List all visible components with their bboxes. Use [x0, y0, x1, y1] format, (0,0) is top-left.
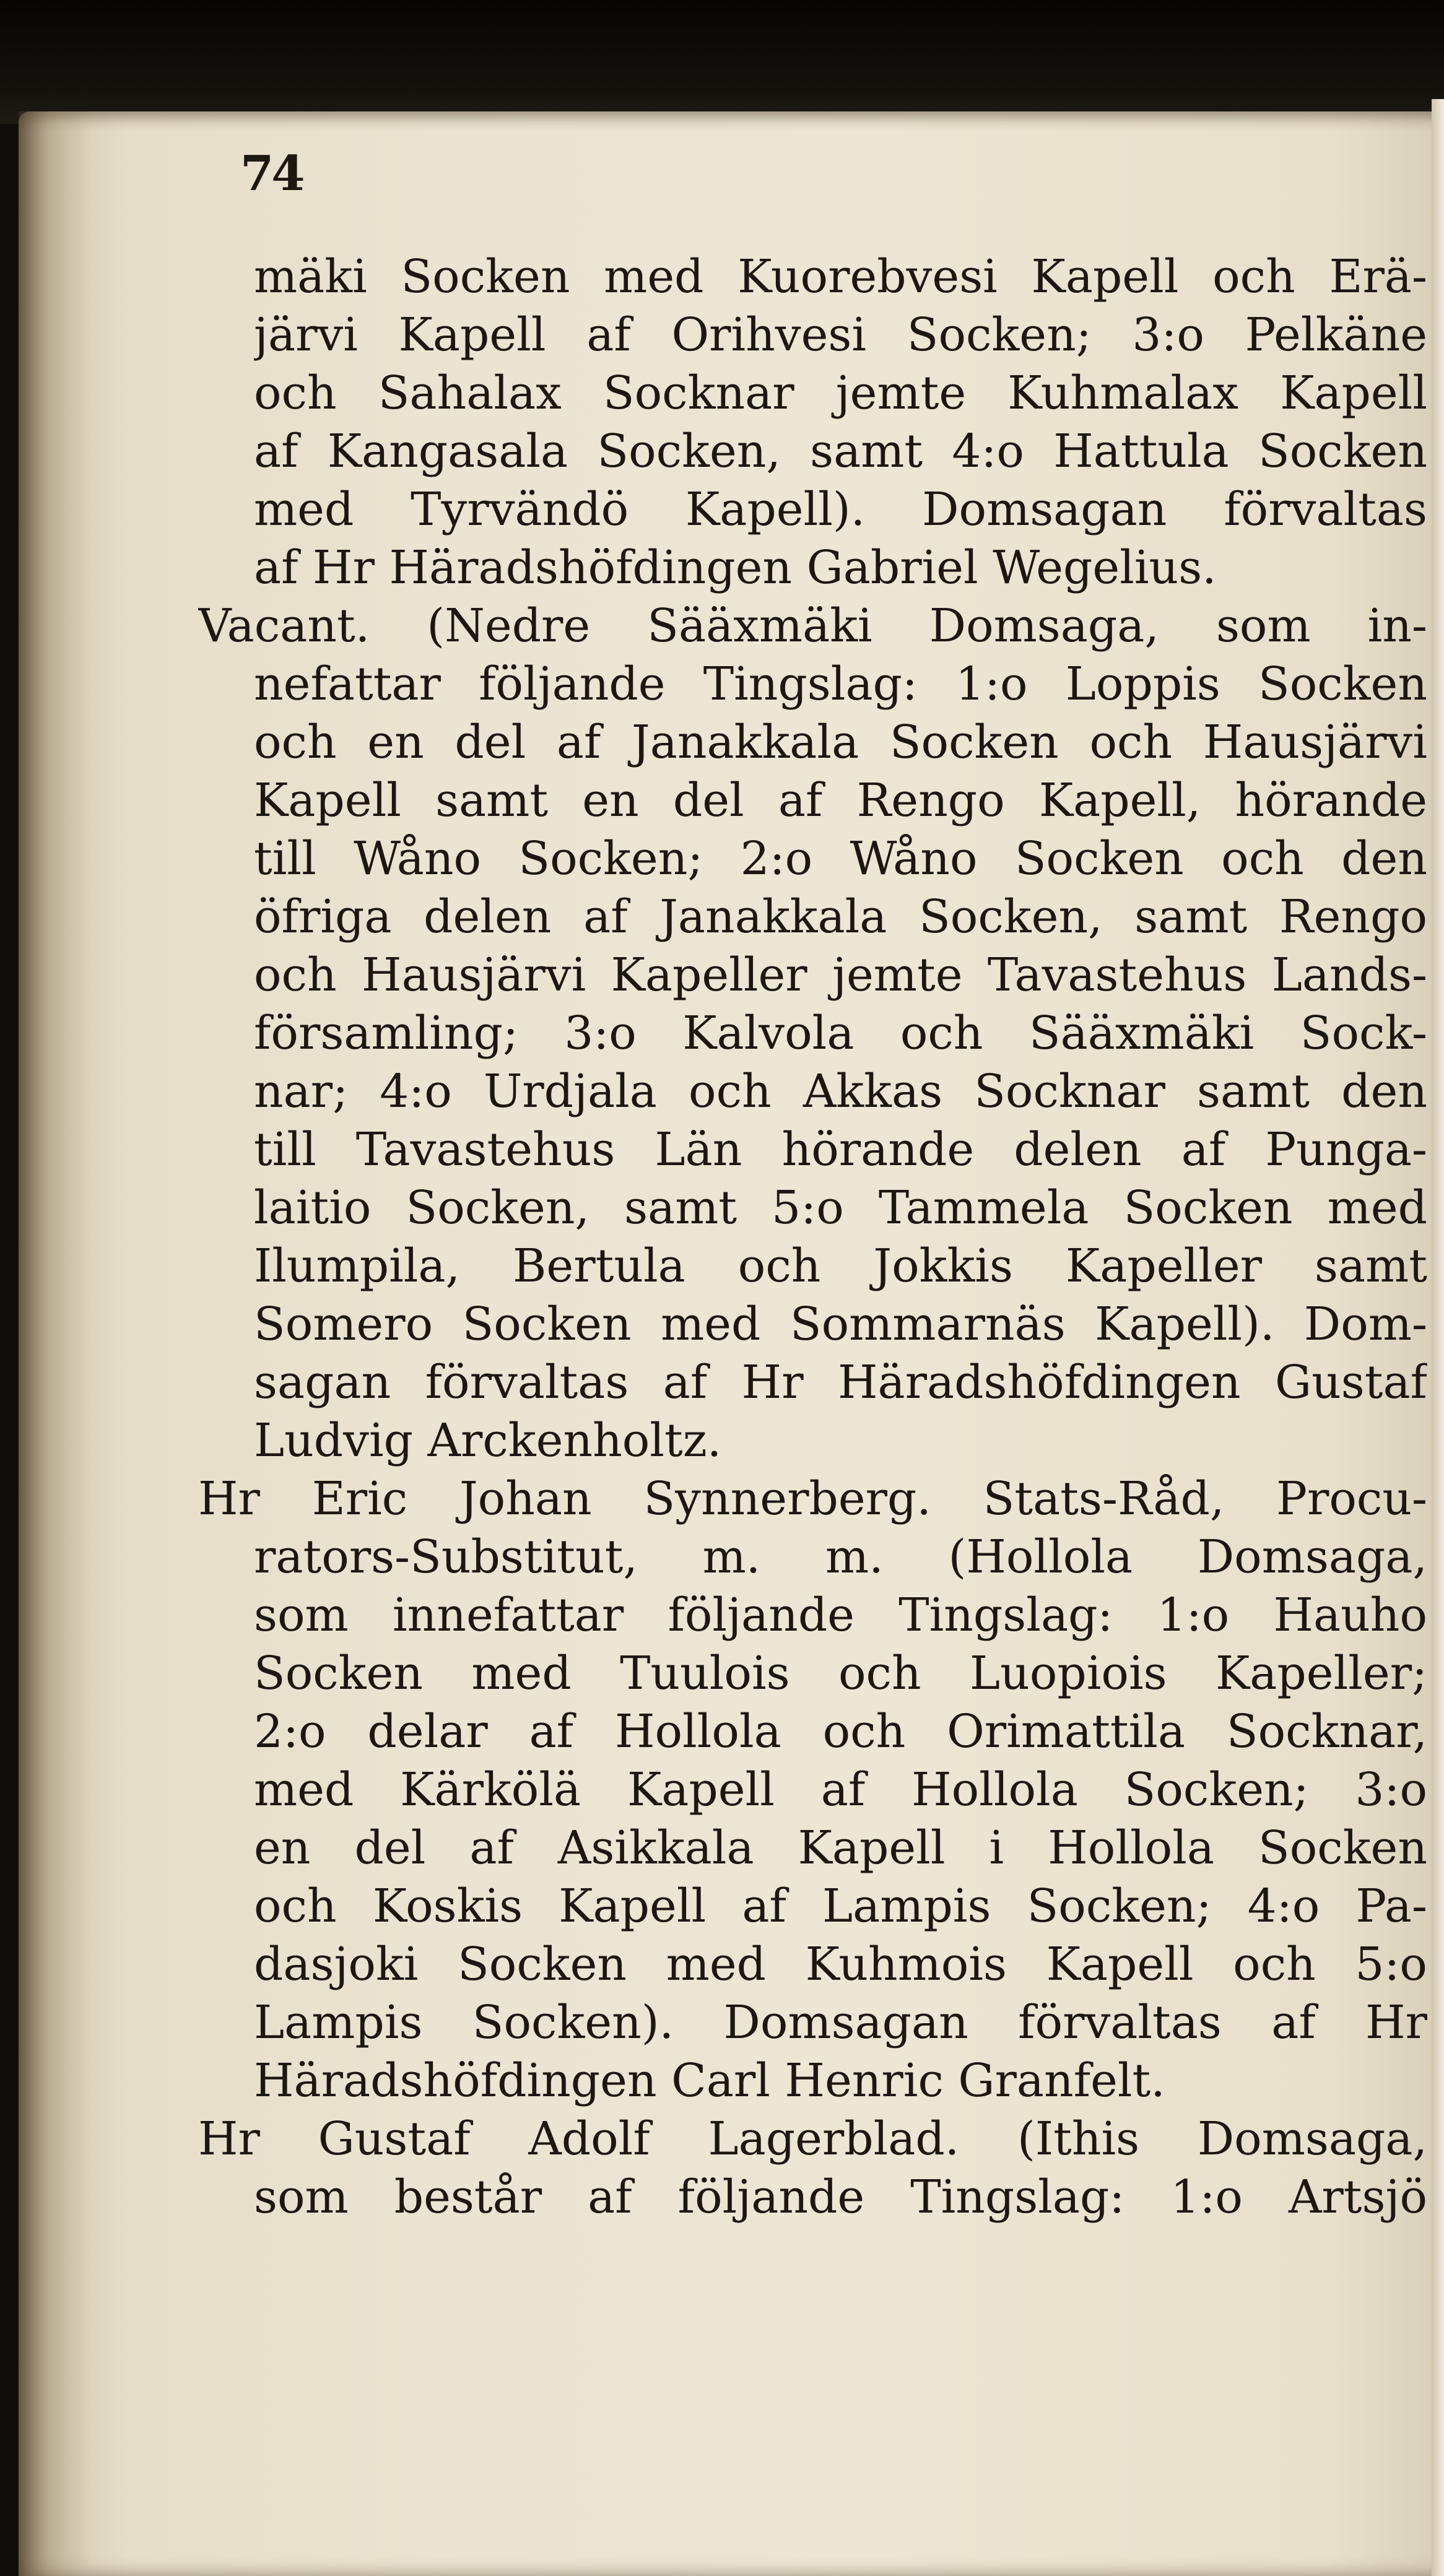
entry-heading-line: Vacant. (Nedre Sääxmäki Domsaga, som in-	[198, 599, 1427, 653]
text-line: som består af följande Tingslag: 1:o Artsjö	[254, 2171, 1427, 2224]
text-line: med Kärkölä Kapell af Hollola Socken; 3:o	[254, 1763, 1427, 1816]
book-background	[0, 0, 1444, 124]
text-line: Socken med Tuulois och Luopiois Kapeller;	[254, 1647, 1427, 1700]
page-edge	[1432, 99, 1444, 2576]
text-line: Ludvig Arckenholtz.	[254, 1414, 722, 1467]
text-line: Ilumpila, Bertula och Jokkis Kapeller samt	[254, 1239, 1427, 1293]
text-line: och Sahalax Socknar jemte Kuhmalax Kapell	[254, 366, 1427, 420]
text-line: 2:o delar af Hollola och Orimattila Socknar,	[254, 1705, 1427, 1758]
text-line: till Tavastehus Län hörande delen af Punga-	[254, 1123, 1427, 1176]
text-line: mäki Socken med Kuorebvesi Kapell och Erä-	[254, 250, 1427, 303]
text-line: af Hr Häradshöfdingen Gabriel Wegelius.	[254, 541, 1217, 594]
text-line: nefattar följande Tingslag: 1:o Loppis Socken	[254, 657, 1427, 711]
text-line: som innefattar följande Tingslag: 1:o Hauho	[254, 1589, 1427, 1642]
text-line: järvi Kapell af Orihvesi Socken; 3:o Pelkäne	[254, 308, 1427, 362]
text-line: nar; 4:o Urdjala och Akkas Socknar samt den	[254, 1065, 1427, 1118]
body-text	[198, 248, 1427, 2226]
text-line: och Koskis Kapell af Lampis Socken; 4:o Pa-	[254, 1880, 1427, 1933]
text-line: sagan förvaltas af Hr Häradshöfdingen Gustaf	[254, 1356, 1427, 1409]
page-number: 74	[240, 145, 303, 202]
text-line: Häradshöfdingen Carl Henric Granfelt.	[254, 2054, 1165, 2107]
text-line: rators-Substitut, m. m. (Hollola Domsaga,	[254, 1530, 1427, 1584]
text-line: dasjoki Socken med Kuhmois Kapell och 5:o	[254, 1938, 1427, 1991]
text-line: Kapell samt en del af Rengo Kapell, hörande	[254, 774, 1427, 827]
text-line: öfriga delen af Janakkala Socken, samt Rengo	[254, 890, 1427, 943]
text-line: till Wåno Socken; 2:o Wåno Socken och den	[254, 832, 1427, 885]
entry-heading-line: Hr Gustaf Adolf Lagerblad. (Ithis Domsaga,	[198, 2112, 1427, 2166]
text-line: och en del af Janakkala Socken och Hausjärvi	[254, 716, 1427, 769]
text-line: laitio Socken, samt 5:o Tammela Socken med	[254, 1181, 1427, 1234]
text-line: en del af Asikkala Kapell i Hollola Socken	[254, 1821, 1427, 1875]
text-line: Lampis Socken). Domsagan förvaltas af Hr	[254, 1996, 1427, 2049]
entry-heading-line: Hr Eric Johan Synnerberg. Stats-Råd, Procu-	[198, 1472, 1427, 1525]
text-line: med Tyrvändö Kapell). Domsagan förvaltas	[254, 483, 1427, 536]
page-gutter-shadow	[19, 111, 93, 2576]
text-line: församling; 3:o Kalvola och Sääxmäki Sock-	[254, 1007, 1427, 1060]
text-line: och Hausjärvi Kapeller jemte Tavastehus Lands-	[254, 948, 1427, 1002]
text-line: af Kangasala Socken, samt 4:o Hattula Socken	[254, 425, 1427, 478]
text-line: Somero Socken med Sommarnäs Kapell). Dom-	[254, 1298, 1427, 1351]
